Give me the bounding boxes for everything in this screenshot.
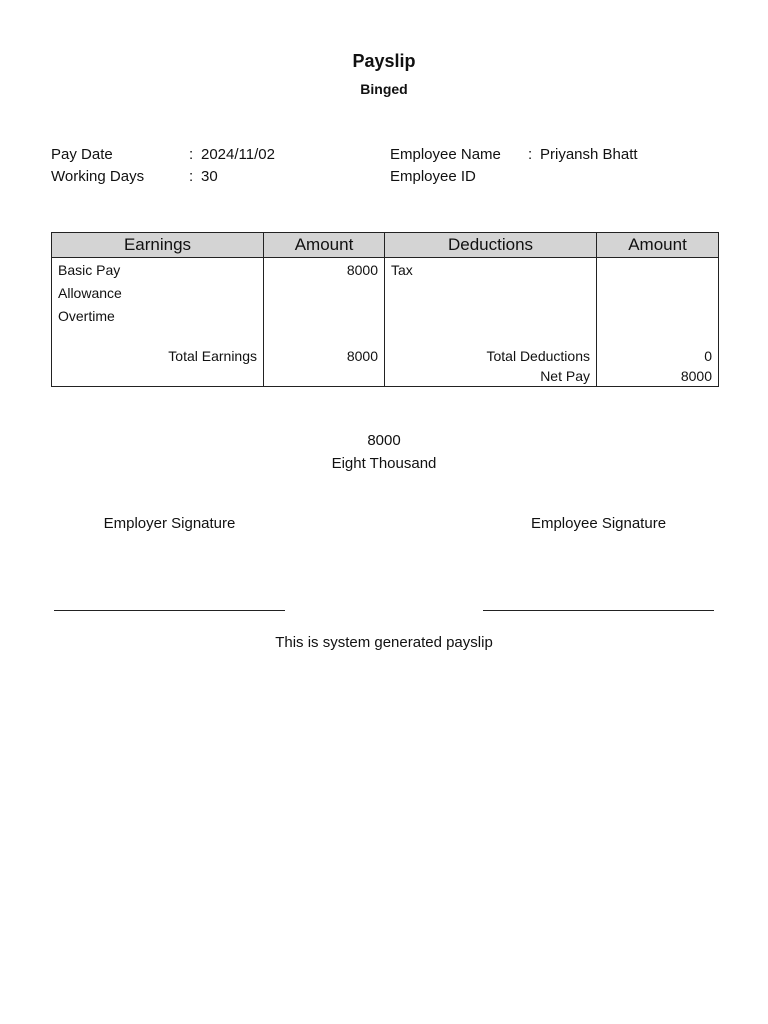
net-pay-label: Net Pay bbox=[385, 366, 597, 387]
employer-signature-label: Employer Signature bbox=[103, 515, 236, 532]
company-name: Binged bbox=[360, 81, 408, 97]
total-deductions-value: 0 bbox=[597, 345, 719, 366]
employer-signature-line bbox=[54, 610, 285, 611]
table-row bbox=[52, 304, 719, 327]
employee-signature-line bbox=[483, 610, 714, 611]
earning-label: Basic Pay bbox=[52, 258, 264, 282]
working-days-value: 30 bbox=[201, 168, 218, 185]
deduction-amount bbox=[597, 304, 719, 327]
earning-label: Allowance bbox=[52, 281, 264, 304]
working-days-label: Working Days bbox=[51, 168, 145, 185]
earnings-header: Earnings bbox=[52, 233, 264, 258]
deduction-amount bbox=[597, 258, 719, 282]
employee-signature-label: Employee Signature bbox=[530, 515, 667, 532]
total-deductions-label: Total Deductions bbox=[385, 345, 597, 366]
deduction-label bbox=[385, 304, 597, 327]
employee-name-label: Employee Name bbox=[390, 146, 501, 163]
net-pay-amount: 8000 bbox=[367, 432, 401, 449]
table-header-row bbox=[52, 233, 719, 258]
pay-date-label: Pay Date bbox=[51, 146, 113, 163]
total-earnings-value: 8000 bbox=[264, 345, 385, 366]
table-row bbox=[52, 258, 719, 282]
earnings-deductions-table bbox=[51, 232, 719, 387]
table-spacer-row bbox=[52, 327, 719, 345]
deduction-label: Tax bbox=[385, 258, 597, 282]
deduction-amount bbox=[597, 281, 719, 304]
employee-name-value: Priyansh Bhatt bbox=[540, 146, 638, 163]
totals-row bbox=[52, 345, 719, 366]
earnings-amount-header: Amount bbox=[264, 233, 385, 258]
earning-amount bbox=[264, 304, 385, 327]
net-pay-value: 8000 bbox=[597, 366, 719, 387]
earning-amount bbox=[264, 281, 385, 304]
deductions-amount-header: Amount bbox=[597, 233, 719, 258]
deduction-label bbox=[385, 281, 597, 304]
system-generated-note: This is system generated payslip bbox=[275, 634, 493, 651]
earning-amount: 8000 bbox=[264, 258, 385, 282]
earning-label: Overtime bbox=[52, 304, 264, 327]
net-pay-in-words: Eight Thousand bbox=[331, 455, 437, 472]
pay-date-value: 2024/11/02 bbox=[201, 146, 275, 163]
net-pay-row bbox=[52, 366, 719, 387]
total-earnings-label: Total Earnings bbox=[52, 345, 264, 366]
pay-date-colon: : bbox=[189, 146, 194, 163]
table-row bbox=[52, 281, 719, 304]
employee-name-colon: : bbox=[528, 146, 533, 163]
employee-id-label: Employee ID bbox=[390, 168, 476, 185]
payslip-title: Payslip bbox=[352, 51, 416, 71]
deductions-header: Deductions bbox=[385, 233, 597, 258]
working-days-colon: : bbox=[189, 168, 194, 185]
